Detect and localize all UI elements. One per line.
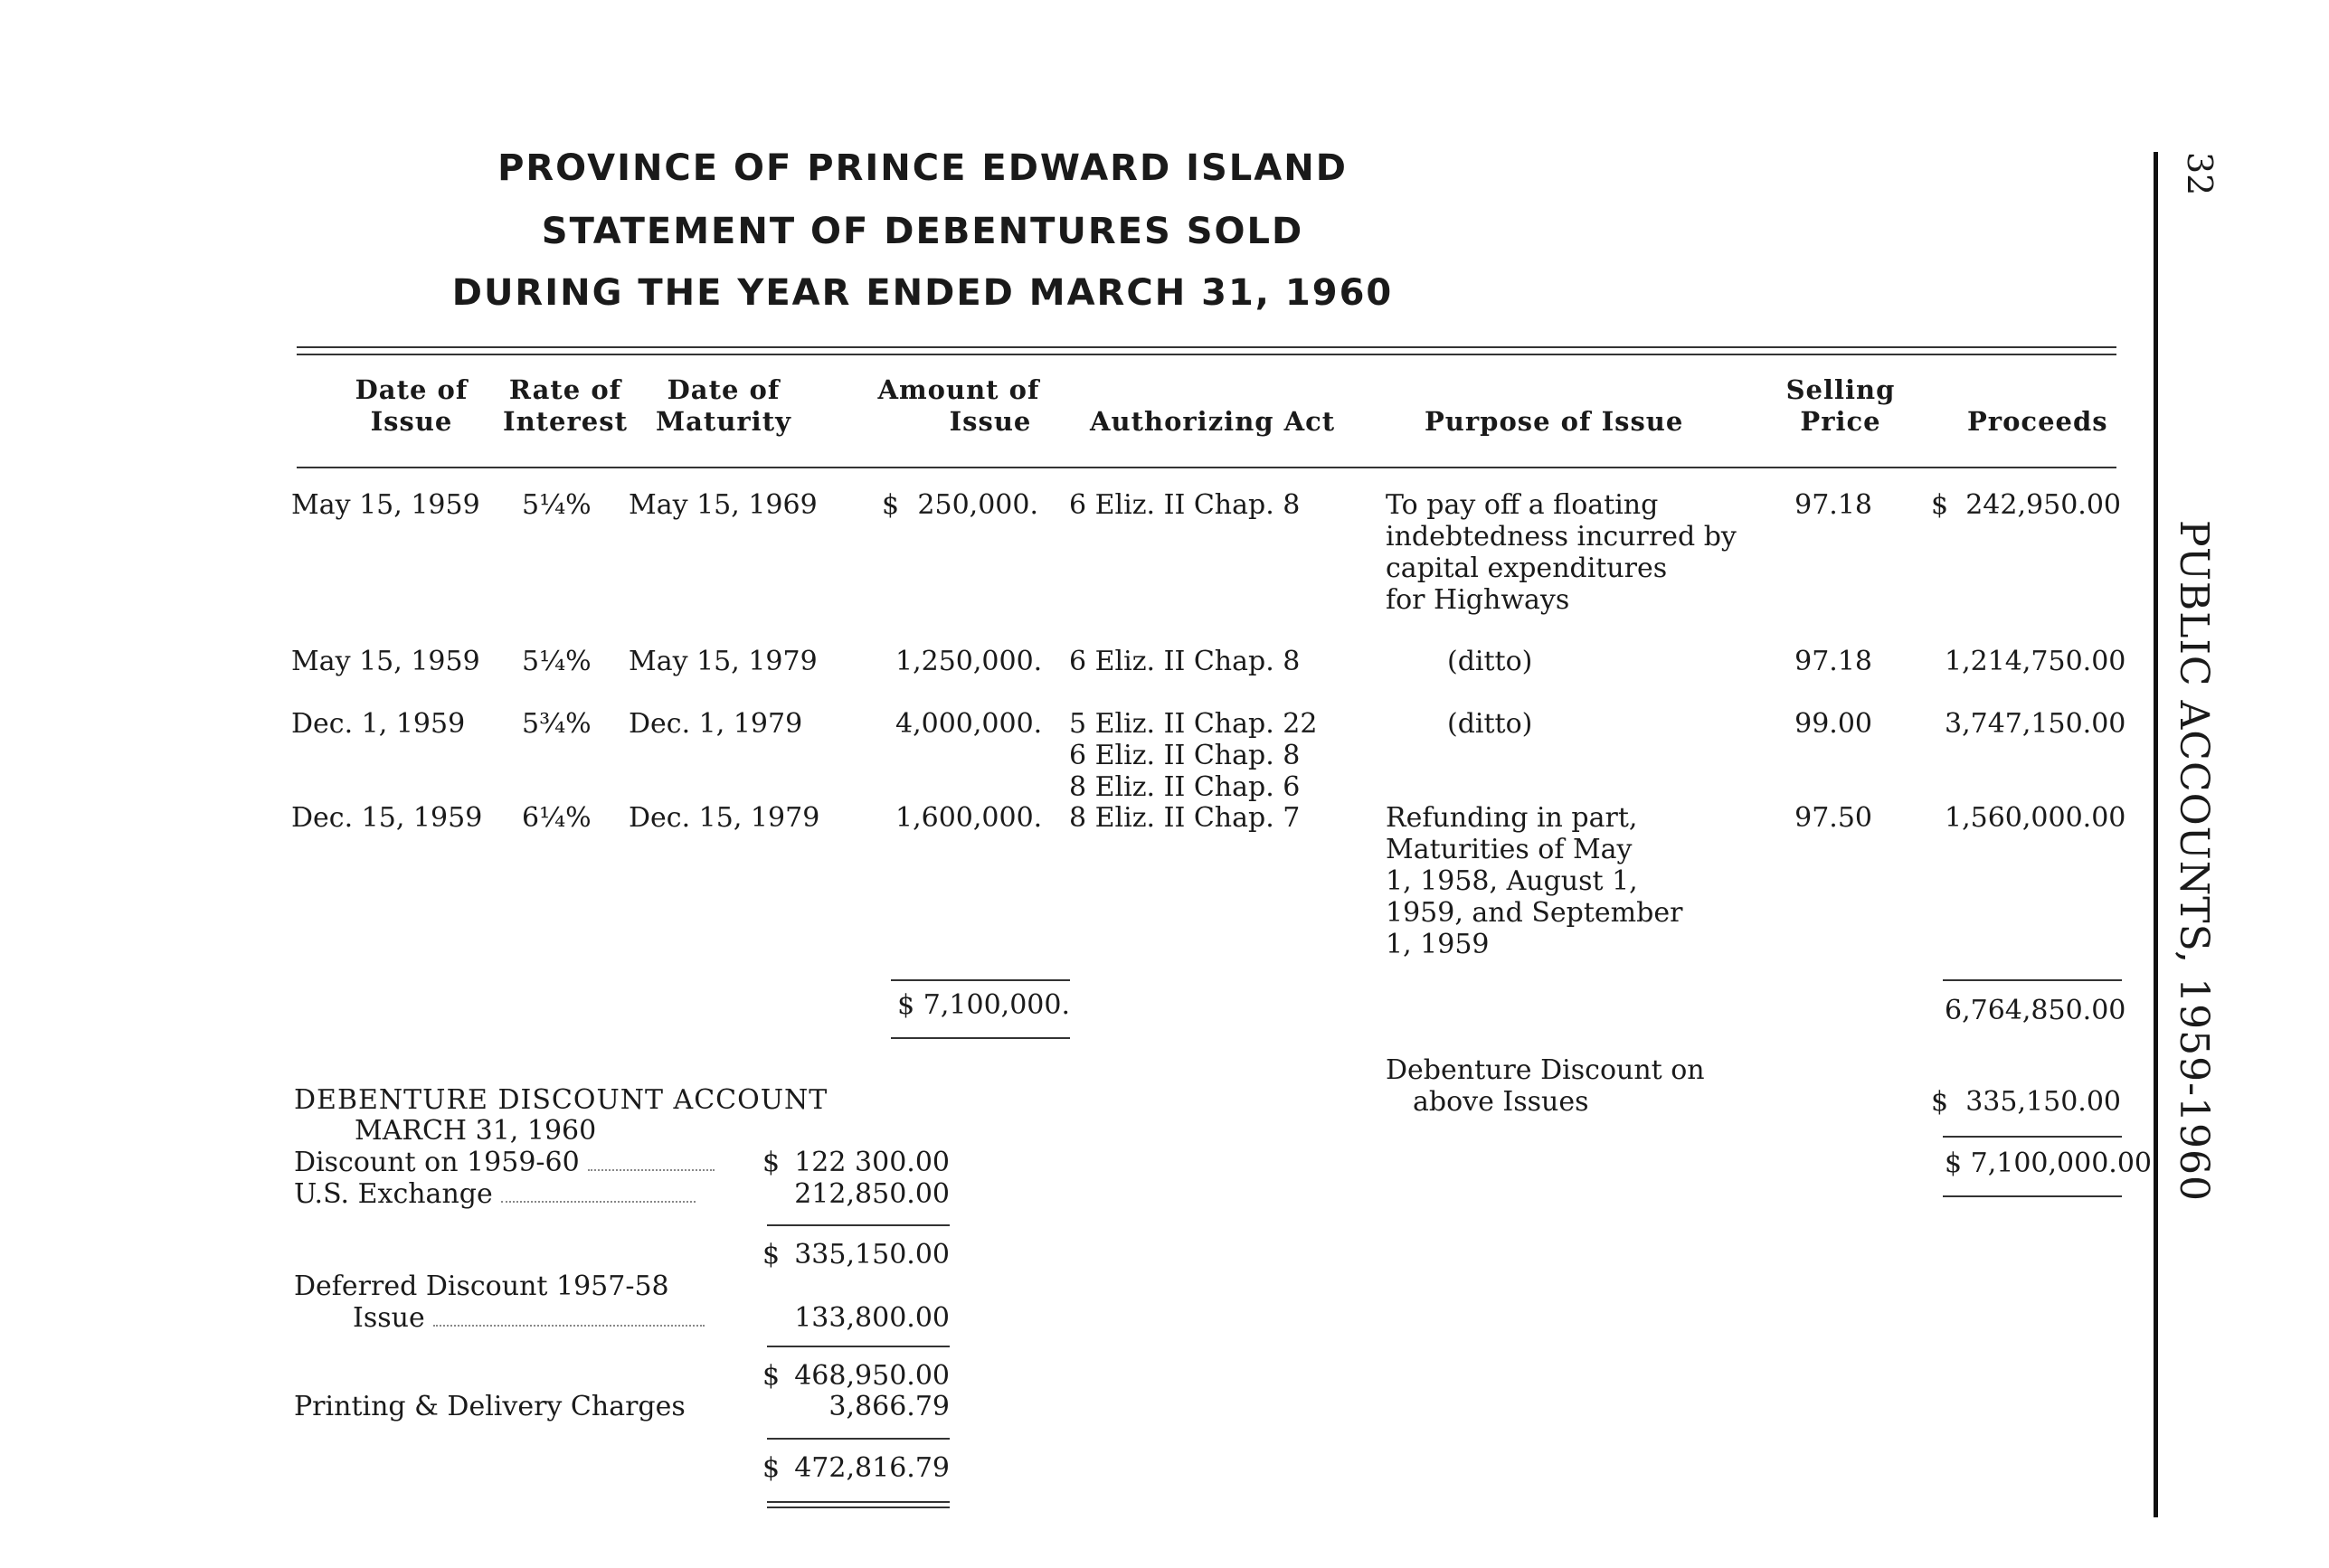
row-proceeds: 1,560,000.00 bbox=[1945, 802, 2126, 834]
col-act: Authorizing Act bbox=[1090, 406, 1336, 437]
row-rate: 5¼% bbox=[522, 489, 592, 521]
page-edge-rule bbox=[2154, 152, 2158, 1517]
subtotal2-value: 468,950.00 bbox=[794, 1360, 950, 1392]
row-rate: 5¼% bbox=[522, 646, 592, 677]
subtotal1-rule bbox=[767, 1224, 950, 1226]
total-currency: $ bbox=[762, 1452, 781, 1484]
header-rule-top bbox=[297, 346, 2116, 348]
discount-account-title: DEBENTURE DISCOUNT ACCOUNT bbox=[294, 1084, 828, 1116]
row-price: 99.00 bbox=[1794, 708, 1872, 740]
discount-item-currency: $ bbox=[762, 1147, 781, 1178]
row-price: 97.18 bbox=[1794, 646, 1872, 677]
deferred-label: Deferred Discount 1957-58 Issue bbox=[294, 1270, 705, 1334]
row-date: May 15, 1959 bbox=[291, 646, 480, 677]
total-rule-bottom bbox=[767, 1501, 950, 1503]
proceeds-subtotal-rule bbox=[1943, 979, 2122, 981]
row-act: 8 Eliz. II Chap. 7 bbox=[1069, 802, 1301, 834]
col-rate: Rate of Interest bbox=[503, 374, 628, 437]
exchange-item-label: U.S. Exchange bbox=[294, 1178, 696, 1210]
discount-rule bbox=[1943, 1136, 2122, 1138]
row-rate: 5¾% bbox=[522, 708, 592, 740]
row-price: 97.50 bbox=[1794, 802, 1872, 834]
printing-label: Printing & Delivery Charges bbox=[294, 1391, 686, 1422]
page-number: 32 bbox=[2180, 152, 2220, 196]
row-maturity: May 15, 1979 bbox=[629, 646, 818, 677]
title-line-2: STATEMENT OF DEBENTURES SOLD bbox=[541, 211, 1304, 252]
discount-label: Debenture Discount on above Issues bbox=[1386, 1054, 1705, 1118]
amount-total-rule-bottom bbox=[891, 1037, 1070, 1039]
row-proceeds: 1,214,750.00 bbox=[1945, 646, 2126, 677]
subtotal1-currency: $ bbox=[762, 1239, 781, 1270]
amount-total-rule-top bbox=[891, 979, 1070, 981]
row-amount-currency: $ bbox=[882, 489, 900, 521]
col-price: Selling Price bbox=[1785, 374, 1896, 437]
discount-account-date: MARCH 31, 1960 bbox=[355, 1115, 597, 1147]
total-value: 472,816.79 bbox=[794, 1452, 950, 1484]
title-line-3: DURING THE YEAR ENDED MARCH 31, 1960 bbox=[451, 272, 1394, 314]
row-proceeds: 3,747,150.00 bbox=[1945, 708, 2126, 740]
row-act: 6 Eliz. II Chap. 8 bbox=[1069, 646, 1301, 677]
row-amount: 1,600,000. bbox=[895, 802, 1043, 834]
subtotal2-rule bbox=[767, 1346, 950, 1347]
col-amount: Amount of Issue bbox=[877, 374, 1040, 437]
side-title: PUBLIC ACCOUNTS, 1959-1960 bbox=[2171, 520, 2217, 1202]
leader-dots bbox=[501, 1192, 696, 1203]
col-purpose: Purpose of Issue bbox=[1425, 406, 1684, 437]
row-maturity: Dec. 1, 1979 bbox=[629, 708, 803, 740]
title-line-1: PROVINCE OF PRINCE EDWARD ISLAND bbox=[497, 147, 1348, 189]
row-amount: 250,000. bbox=[917, 489, 1038, 521]
col-proceeds: Proceeds bbox=[1967, 406, 2108, 437]
grand-total: $ 7,100,000.00 bbox=[1945, 1148, 2153, 1179]
row-date: Dec. 1, 1959 bbox=[291, 708, 466, 740]
row-proceeds: 242,950.00 bbox=[1965, 489, 2121, 521]
col-date-issue: Date of Issue bbox=[355, 374, 469, 437]
grand-total-rule bbox=[1943, 1195, 2122, 1197]
row-purpose: (ditto) bbox=[1447, 646, 1533, 677]
total-rule-bottom-2 bbox=[767, 1507, 950, 1508]
subtotal1-value: 335,150.00 bbox=[794, 1239, 950, 1270]
leader-dots bbox=[433, 1316, 705, 1327]
discount-item-value: 122 300.00 bbox=[794, 1147, 950, 1178]
row-purpose: (ditto) bbox=[1447, 708, 1533, 740]
discount-item-label: Discount on 1959-60 bbox=[294, 1147, 715, 1178]
row-proceeds-currency: $ bbox=[1931, 489, 1949, 521]
row-act: 5 Eliz. II Chap. 22 6 Eliz. II Chap. 8 8 Eliz. II Chap. 6 bbox=[1069, 708, 1318, 803]
row-price: 97.18 bbox=[1794, 489, 1872, 521]
col-maturity: Date of Maturity bbox=[656, 374, 791, 437]
header-rule-bottom bbox=[297, 467, 2116, 468]
header-rule-top-2 bbox=[297, 354, 2116, 355]
exchange-item-value: 212,850.00 bbox=[794, 1178, 950, 1210]
row-act: 6 Eliz. II Chap. 8 bbox=[1069, 489, 1301, 521]
row-purpose: Refunding in part, Maturities of May 1, 1958, August 1, 1959, and September 1, 1959 bbox=[1386, 802, 1683, 960]
row-date: Dec. 15, 1959 bbox=[291, 802, 483, 834]
row-purpose: To pay off a floating indebtedness incurred by capital expenditures for Highways bbox=[1386, 489, 1737, 616]
row-date: May 15, 1959 bbox=[291, 489, 480, 521]
deferred-value: 133,800.00 bbox=[794, 1302, 950, 1334]
row-amount: 1,250,000. bbox=[895, 646, 1043, 677]
printing-value: 3,866.79 bbox=[828, 1391, 950, 1422]
row-amount: 4,000,000. bbox=[895, 708, 1043, 740]
proceeds-subtotal: 6,764,850.00 bbox=[1945, 995, 2126, 1026]
row-rate: 6¼% bbox=[522, 802, 592, 834]
row-maturity: Dec. 15, 1979 bbox=[629, 802, 820, 834]
subtotal2-currency: $ bbox=[762, 1360, 781, 1392]
amount-total: $ 7,100,000. bbox=[897, 989, 1070, 1021]
total-rule-top bbox=[767, 1438, 950, 1440]
leader-dots bbox=[588, 1160, 715, 1171]
row-maturity: May 15, 1969 bbox=[629, 489, 818, 521]
discount-currency: $ bbox=[1931, 1086, 1949, 1118]
discount-value: 335,150.00 bbox=[1965, 1086, 2121, 1118]
